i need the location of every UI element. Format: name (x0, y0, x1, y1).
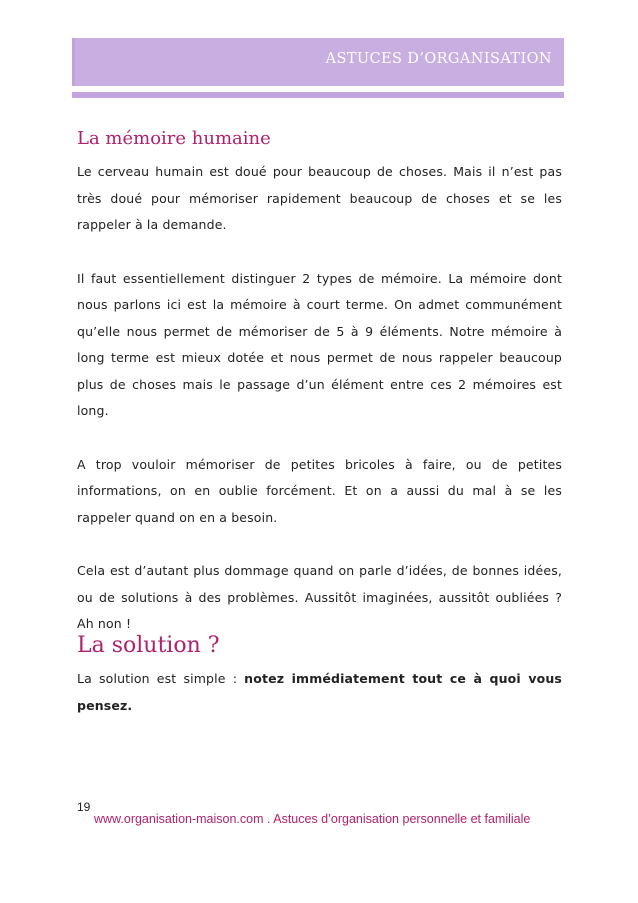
solution-emphasis: notez immédiatement tout ce à quoi vous pensez. (77, 671, 562, 713)
page-number: 19 (77, 800, 91, 814)
header-divider (72, 92, 564, 98)
footer (94, 812, 530, 826)
section-heading: La solution ? (77, 633, 220, 658)
header-title: ASTUCES D’ORGANISATION (325, 51, 552, 67)
paragraph: Il faut essentiellement distinguer 2 types de mémoire. La mémoire dont nous parlons ici est la mémoire à court terme. On admet communément qu’elle nous permet de mémoriser de 5 à 9 éléments. Notre mémoire à long terme est mieux dotée et nous permet de nous rappeler beaucoup plus de choses mais le passage d’un élément entre ces 2 mémoires est long. (77, 270, 562, 418)
paragraph: Cela est d’autant plus dommage quand on parle d’idées, de bonnes idées, ou de solutions à des problèmes. Aussitôt imaginées, aussitôt oubliées ? Ah non ! (77, 563, 562, 631)
paragraph: Le cerveau humain est doué pour beaucoup de choses. Mais il n’est pas très doué pour mémoriser rapidement beaucoup de choses et se les rappeler à la demande. (77, 164, 562, 232)
section-memoire (77, 128, 562, 638)
paragraph (77, 666, 562, 719)
solution-intro: La solution est simple : (77, 671, 245, 686)
footer-site-link[interactable]: www.organisation-maison.com (94, 812, 264, 826)
section-solution (77, 633, 562, 719)
section-heading: La mémoire humaine (77, 128, 271, 149)
header-band (72, 38, 564, 86)
paragraph: A trop vouloir mémoriser de petites bricoles à faire, ou de petites informations, on en oublie forcément. Et on a aussi du mal à se les rappeler quand on en a besoin. (77, 456, 562, 525)
footer-tagline: . Astuces d’organisation personnelle et familiale (263, 812, 531, 826)
